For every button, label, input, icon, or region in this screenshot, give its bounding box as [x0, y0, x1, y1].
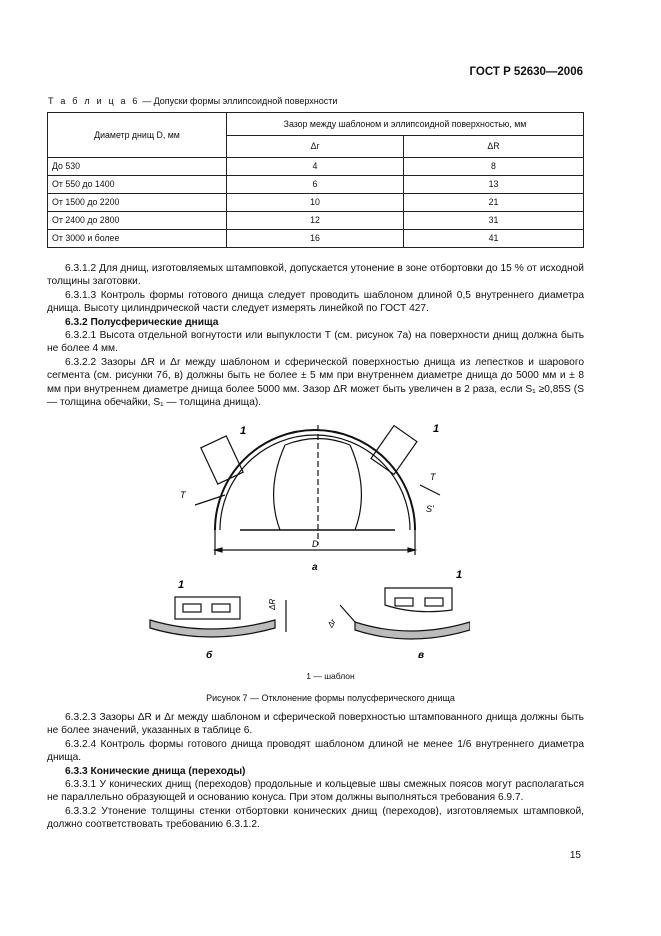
heading-632: 6.3.2 Полусферические днища: [65, 316, 219, 328]
table-row: [48, 158, 584, 176]
label-D: D: [312, 539, 319, 549]
label-dR: ΔR: [268, 598, 277, 610]
label-v: в: [418, 650, 425, 661]
cell-dR: 31: [404, 212, 584, 230]
table-caption-text: — Допуски формы эллипсоидной поверхности: [139, 96, 338, 106]
figure-7: [140, 410, 470, 670]
paragraph-6331: 6.3.3.1 У конических днищ (переходов) продольные и кольцевые швы смежных поясов могут располагаться не параллельно образующей и основанию конуса. При этом должны выполняться требования 6.9.7.: [47, 779, 584, 804]
cell-dr: 16: [227, 230, 404, 248]
figure-7v-drawing: [340, 588, 470, 639]
callout-1a: 1: [240, 425, 247, 437]
label-T-right: T: [430, 472, 436, 482]
cell-dr: 10: [227, 194, 404, 212]
heading-633: 6.3.3 Конические днища (переходы): [65, 765, 246, 777]
paragraph-6321: 6.3.2.1 Высота отдельной вогнутости или выпуклости T (см. рисунок 7а) на поверхности днищ должна быть не более 4 мм.: [47, 330, 584, 355]
cell-diameter: От 2400 до 2800: [48, 212, 227, 230]
paragraph-6324: 6.3.2.4 Контроль формы готового днища проводят шаблоном длиной не менее 1/6 внутреннего диаметра днища.: [47, 738, 584, 764]
paragraph-6322: 6.3.2.2 Зазоры ΔR и Δr между шаблоном и сферической поверхностью днища из лепестков и шарового сегмента (см. рисунки 7б, в) должны быть не более ± 5 мм при внутреннем диаметре днища до 5000 мм и ± 8 мм при внутреннем диаметре днища более 5000 мм. Зазор ΔR может быть увеличен в 2 раза, если S₁ ≥0,85S (S — толщина обечайки, S₁ — толщина днища).: [47, 356, 584, 409]
label-a: а: [312, 562, 318, 573]
label-T-left: T: [180, 490, 186, 500]
paragraph-6312: 6.3.1.2 Для днищ, изготовляемых штамповкой, допускается утонение в зоне отбортовки до 15 % от исходной толщины заготовки.: [47, 263, 584, 288]
cell-dR: 13: [404, 176, 584, 194]
cell-diameter: От 1500 до 2200: [48, 194, 227, 212]
paragraph-6313: 6.3.1.3 Контроль формы готового днища следует проводить шаблоном длиной 0,5 внутреннего диаметра днища. Высоту цилиндрической части следует измерять линейкой по ГОСТ 427.: [47, 289, 584, 315]
label-S1: S': [426, 504, 434, 514]
paragraph-6332: 6.3.3.2 Утонение толщины стенки отбортовки конических днищ (переходов), изготовляемых штамповкой, должно соответствовать требованию 6.3.1.2.: [47, 805, 584, 831]
cell-diameter: До 530: [48, 158, 227, 176]
table-row: [48, 230, 584, 248]
cell-dR: 8: [404, 158, 584, 176]
document-header: ГОСТ Р 52630—2006: [469, 66, 583, 78]
figure-7a-drawing: [195, 425, 440, 555]
cell-dr: 12: [227, 212, 404, 230]
cell-diameter: От 550 до 1400: [48, 176, 227, 194]
figure-7b-drawing: [150, 597, 286, 637]
cell-dr: 4: [227, 158, 404, 176]
callout-1d: 1: [456, 569, 463, 581]
callout-1c: 1: [178, 579, 185, 591]
col-header-diameter: Диаметр днищ D, мм: [48, 113, 227, 158]
cell-dr: 6: [227, 176, 404, 194]
paragraph-6323: 6.3.2.3 Зазоры ΔR и Δr между шаблоном и сферической поверхностью штампованного днища должны быть не более значений, указанных в таблице 6.: [47, 712, 584, 737]
tolerance-table: [47, 112, 584, 248]
table-caption: [48, 96, 337, 106]
sub-header-dr: Δr: [227, 136, 404, 158]
figure-caption: Рисунок 7 — Отклонение формы полусферического днища: [206, 693, 455, 703]
sub-header-dR: ΔR: [404, 136, 584, 158]
col-header-gap: Зазор между шаблоном и эллипсоидной поверхностью, мм: [227, 113, 584, 136]
page-number: 15: [569, 850, 581, 861]
cell-diameter: От 3000 и более: [48, 230, 227, 248]
table-row: [48, 194, 584, 212]
table-row: [48, 212, 584, 230]
callout-1b: 1: [433, 423, 440, 435]
table-caption-prefix: Т а б л и ц а 6: [48, 96, 140, 106]
figure-legend: 1 — шаблон: [306, 671, 355, 681]
table-row: [48, 176, 584, 194]
label-b: б: [206, 650, 213, 661]
text-block-lower: [47, 711, 584, 832]
text-block-upper: [47, 262, 584, 409]
label-dr: Δr: [325, 617, 338, 629]
cell-dR: 21: [404, 194, 584, 212]
cell-dR: 41: [404, 230, 584, 248]
